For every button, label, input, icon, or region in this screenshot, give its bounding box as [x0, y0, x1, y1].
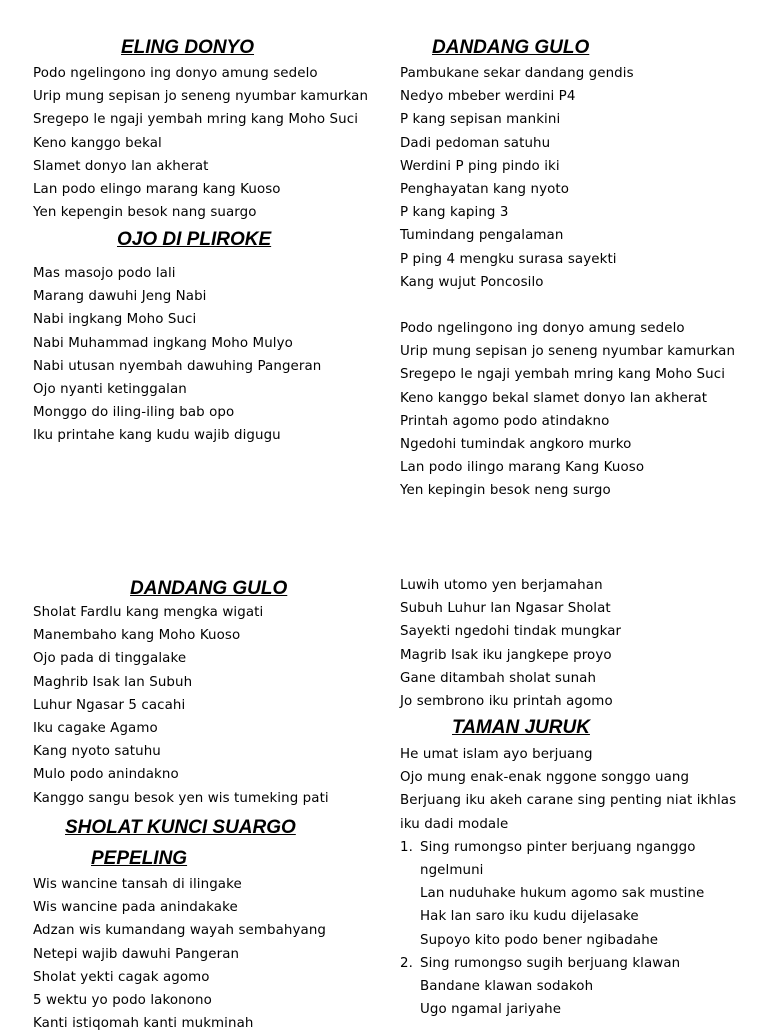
section-title: TAMAN JURUK — [452, 717, 590, 738]
lyric-line: Iku cagake Agamo — [33, 721, 158, 737]
lyric-line: Yen kepengin besok nang suargo — [33, 205, 257, 221]
lyric-line: Pambukane sekar dandang gendis — [400, 66, 634, 81]
lyric-line: Wis wancine pada anindakake — [33, 900, 238, 916]
item-text: Sing rumongso pinter berjuang nganggo — [420, 839, 696, 855]
lyric-line: iku dadi modale — [400, 816, 509, 832]
lyric-line: Kanggo sangu besok yen wis tumeking pati — [33, 790, 329, 806]
lyric-line: Yen kepingin besok neng surgo — [400, 483, 611, 499]
lyric-line: Hak lan saro iku kudu dijelasake — [420, 909, 639, 925]
item-number: 2. — [400, 955, 413, 971]
lyric-line: Keno kanggo bekal — [33, 135, 162, 151]
lyric-line: Nabi utusan nyembah dawuhing Pangeran — [33, 358, 322, 374]
section-dandang-gulo-2 — [33, 577, 373, 810]
lyric-line: Netepi wajib dawuhi Pangeran — [33, 946, 240, 962]
lyric-line: Lan podo ilingo marang Kang Kuoso — [400, 460, 645, 476]
lyric-line: Nabi Muhammad ingkang Moho Mulyo — [33, 335, 293, 351]
lyric-line: Mulo podo anindakno — [33, 767, 179, 783]
lyric-line: Iku printahe kang kudu wajib digugu — [33, 428, 281, 444]
lyric-line: Lan podo elingo marang kang Kuoso — [33, 182, 281, 198]
lyric-line: Penghayatan kang nyoto — [400, 182, 570, 198]
lyric-line: He umat islam ayo berjuang — [400, 747, 593, 762]
lyric-line: Sregepo le ngaji yembah mring kang Moho Suci — [400, 367, 726, 383]
lyric-line: Marang dawuhi Jeng Nabi — [33, 289, 207, 305]
lyric-line: Lan nuduhake hukum agomo sak mustine — [420, 886, 705, 902]
lyric-line: Sholat yekti cagak agomo — [33, 969, 210, 985]
lyric-line: Gane ditambah sholat sunah — [400, 670, 597, 686]
section-title: DANDANG GULO — [432, 37, 590, 58]
numbered-item — [400, 952, 760, 975]
lyric-line: Maghrib Isak lan Subuh — [33, 674, 193, 690]
lyric-line: Dadi pedoman satuhu — [400, 135, 551, 151]
lyric-line: Tumindang pengalaman — [400, 228, 564, 244]
section-ojo-di-pliroke — [33, 228, 373, 448]
lyric-line: Ugo ngamal jariyahe — [420, 1002, 562, 1018]
section-sholat-continuation — [400, 574, 755, 713]
lyric-line: Urip mung sepisan jo seneng nyumbar kamurkan — [400, 344, 736, 360]
lyric-line: Kanti istiqomah kanti mukminah — [33, 1016, 254, 1032]
section-title: DANDANG GULO — [130, 578, 288, 599]
lyric-line: ngelmuni — [420, 863, 484, 879]
lyric-line: Kang nyoto satuhu — [33, 744, 161, 760]
lyric-line: Urip mung sepisan jo seneng nyumbar kamurkan — [33, 89, 369, 105]
lyric-line: Luhur Ngasar 5 cacahi — [33, 697, 186, 713]
lyric-line: P ping 4 mengku surasa sayekti — [400, 251, 617, 267]
lyric-line: Slamet donyo lan akherat — [33, 158, 209, 174]
lyric-line: Magrib Isak iku jangkepe proyo — [400, 647, 612, 663]
lyric-line: Podo ngelingono ing donyo amung sedelo — [400, 321, 685, 337]
lyric-line: Jo sembrono iku printah agomo — [400, 694, 613, 710]
lyric-line: Adzan wis kumandang wayah sembahyang — [33, 923, 327, 939]
lyric-line: Mas masojo podo lali — [33, 266, 176, 281]
lyric-line: Luwih utomo yen berjamahan — [400, 578, 603, 593]
lyric-line: Sholat Fardlu kang mengka wigati — [33, 605, 264, 620]
lyric-line: P kang kaping 3 — [400, 205, 509, 221]
lyric-line: Keno kanggo bekal slamet donyo lan akherat — [400, 390, 708, 406]
lyric-line: Ojo pada di tinggalake — [33, 651, 187, 667]
lyric-line: Ojo nyanti ketinggalan — [33, 382, 187, 398]
section-title: SHOLAT KUNCI SUARGO — [65, 817, 296, 838]
lyric-line: Printah agomo podo atindakno — [400, 413, 610, 429]
section-taman-juruk — [400, 716, 760, 1021]
lyric-line: Manembaho kang Moho Kuoso — [33, 628, 241, 644]
lyric-line: P kang sepisan mankini — [400, 112, 561, 128]
item-text: Sing rumongso sugih berjuang klawan — [420, 955, 681, 971]
item-number: 1. — [400, 839, 413, 855]
lyric-line: Werdini P ping pindo iki — [400, 158, 560, 174]
lyric-line: Nedyo mbeber werdini P4 — [400, 89, 576, 105]
section-title: OJO DI PLIROKE — [117, 229, 272, 250]
lyric-line: Bandane klawan sodakoh — [420, 979, 594, 995]
numbered-item — [400, 836, 760, 859]
lyric-line: Podo ngelingono ing donyo amung sedelo — [33, 66, 318, 81]
lyric-line: Wis wancine tansah di ilingake — [33, 877, 242, 892]
lyric-line: Sregepo le ngaji yembah mring kang Moho Suci — [33, 112, 359, 128]
lyric-line: Supoyo kito podo bener ngibadahe — [420, 932, 659, 948]
lyric-line: Monggo do iling-iling bab opo — [33, 405, 235, 421]
section-eling-donyo — [33, 36, 373, 224]
lyric-line: Nabi ingkang Moho Suci — [33, 312, 197, 328]
section-dandang-gulo-1 — [400, 36, 755, 503]
section-title: ELING DONYO — [121, 37, 255, 58]
section-subtitle: PEPELING — [91, 848, 188, 869]
lyric-line: Berjuang iku akeh carane sing penting niat ikhlas — [400, 793, 737, 809]
lyric-line: 5 wektu yo podo lakonono — [33, 993, 212, 1009]
lyric-line: Subuh Luhur lan Ngasar Sholat — [400, 601, 611, 617]
lyric-line: Ojo mung enak-enak nggone songgo uang — [400, 770, 690, 786]
lyric-line: Sayekti ngedohi tindak mungkar — [400, 624, 622, 640]
lyric-line: Kang wujut Poncosilo — [400, 274, 544, 290]
lyric-line: Ngedohi tumindak angkoro murko — [400, 437, 632, 453]
section-sholat-kunci-suargo — [33, 816, 373, 1035]
